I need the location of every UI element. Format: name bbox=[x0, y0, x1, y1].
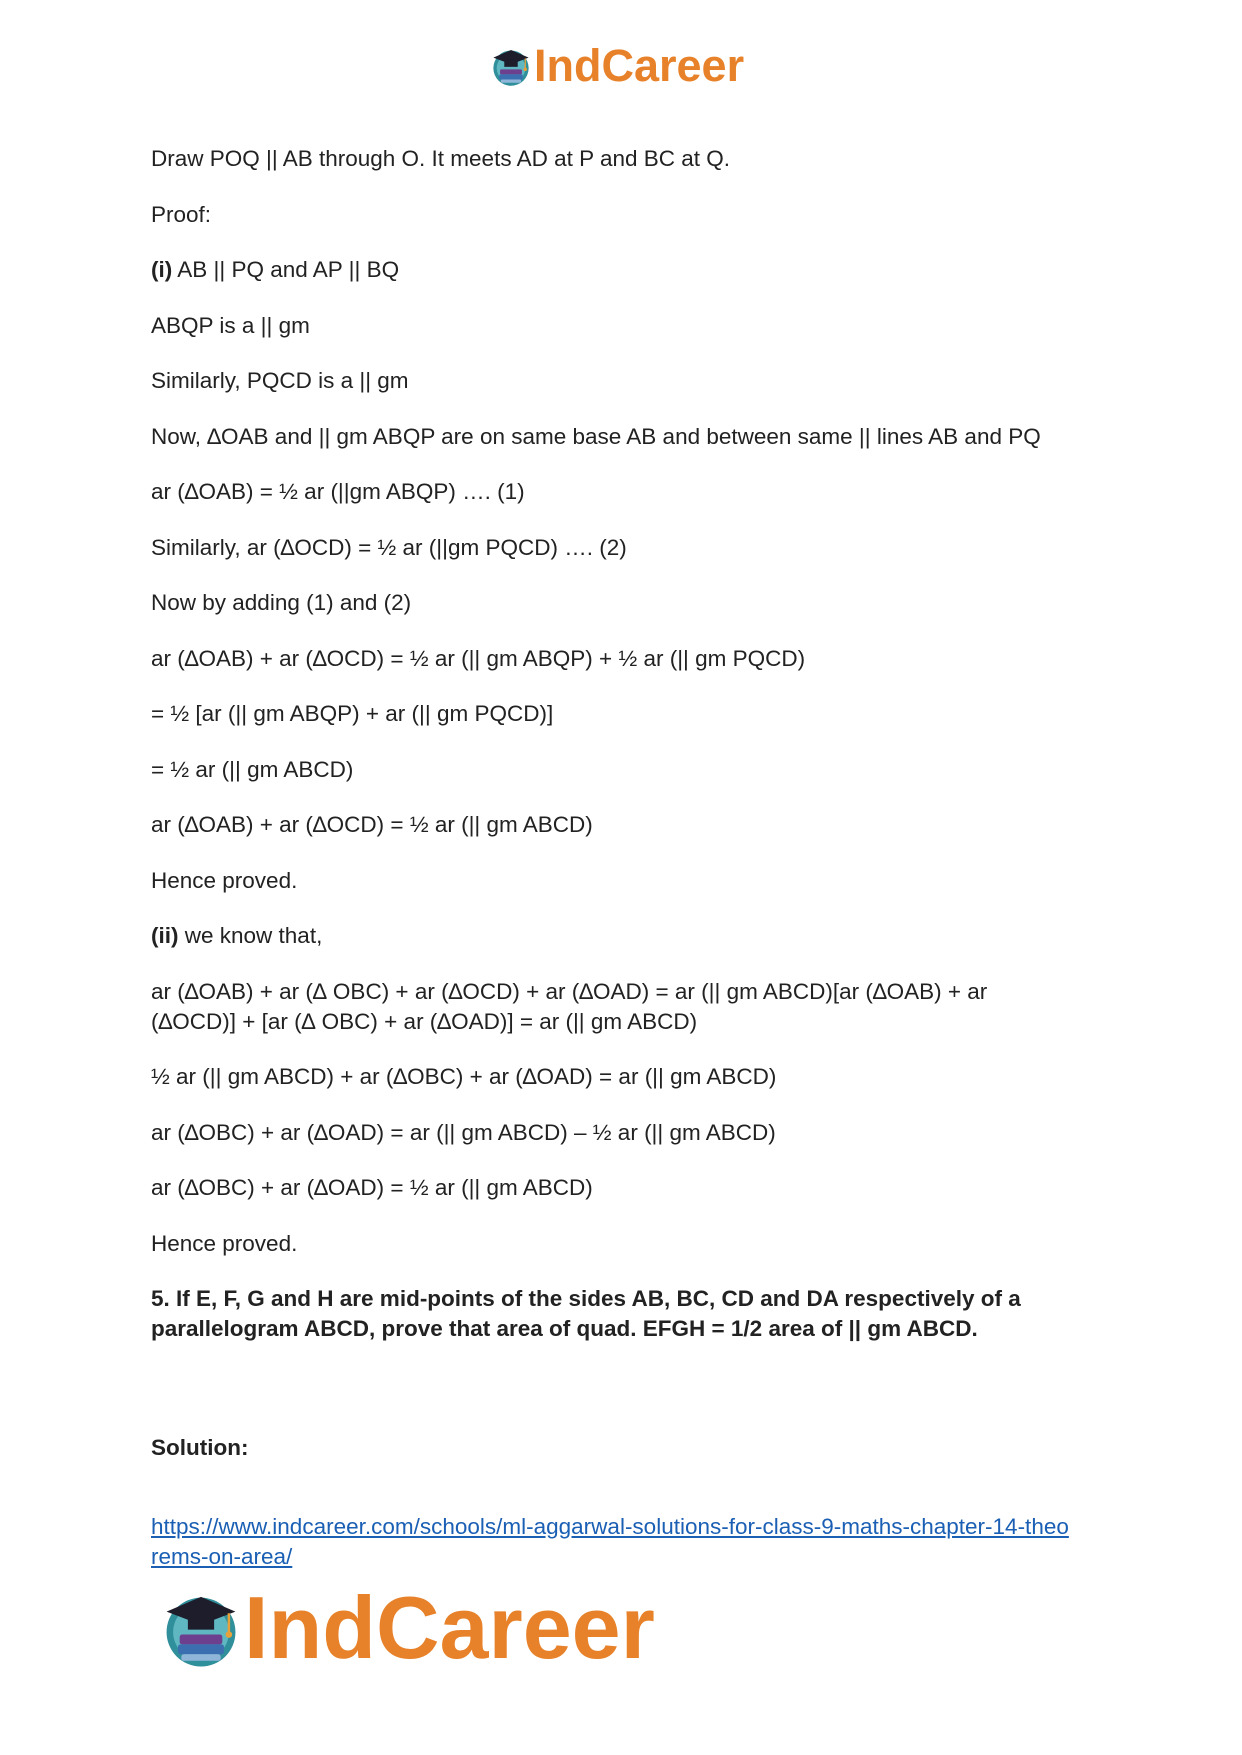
body-line: Proof: bbox=[151, 201, 212, 227]
body-line: Hence proved. bbox=[151, 1230, 298, 1256]
header-logo bbox=[490, 42, 744, 90]
body-line: Now, ∆OAB and || gm ABQP are on same base AB and between same || lines AB and PQ bbox=[151, 423, 1041, 449]
body-line: ar (∆OBC) + ar (∆OAD) = ½ ar (|| gm ABCD) bbox=[151, 1175, 593, 1200]
part-text: we know that, bbox=[178, 923, 323, 948]
body-line: ar (∆OAB) + ar (∆OCD) = ½ ar (|| gm ABQP) + ½ ar (|| gm PQCD) bbox=[151, 645, 806, 671]
body-line bbox=[151, 255, 1111, 285]
header-logo-text: IndCareer bbox=[534, 40, 745, 91]
body-line: ar (∆OBC) + ar (∆OAD) = ar (|| gm ABCD) – ½ ar (|| gm ABCD) bbox=[151, 1119, 776, 1145]
footer-logo-text: IndCareer bbox=[244, 1578, 655, 1677]
body-line: ar (∆OAB) = ½ ar (||gm ABQP) …. (1) bbox=[151, 479, 525, 504]
body-line: Draw POQ || AB through O. It meets AD at P and BC at Q. bbox=[151, 146, 731, 171]
body-line: Hence proved. bbox=[151, 867, 298, 893]
part-label: (i) bbox=[151, 257, 173, 282]
body-line: ar (∆OAB) + ar (∆ OBC) + ar (∆OCD) + ar (∆OAD) = ar (|| gm ABCD)[ar (∆OAB) + ar (∆OCD)] + [ar (∆ OBC) + ar (∆OAD)] = ar (|| gm ABCD) bbox=[151, 978, 988, 1034]
body-line: Similarly, ar (∆OCD) = ½ ar (||gm PQCD) …. (2) bbox=[151, 534, 627, 560]
body-line: ½ ar (|| gm ABCD) + ar (∆OBC) + ar (∆OAD) = ar (|| gm ABCD) bbox=[151, 1064, 777, 1089]
graduation-cap-books-logo-icon bbox=[160, 1587, 242, 1669]
body-line: Now by adding (1) and (2) bbox=[151, 590, 412, 615]
source-link[interactable]: https://www.indcareer.com/schools/ml-aggarwal-solutions-for-class-9-maths-chapter-14-theo rems-on-area/ bbox=[151, 1514, 1069, 1569]
footer-logo bbox=[160, 1578, 655, 1677]
body-line: Similarly, PQCD is a || gm bbox=[151, 368, 409, 393]
body-line: = ½ [ar (|| gm ABQP) + ar (|| gm PQCD)] bbox=[151, 701, 554, 726]
part-text: AB || PQ and AP || BQ bbox=[172, 257, 400, 282]
graduation-cap-books-logo-icon bbox=[490, 45, 532, 87]
body-line: = ½ ar (|| gm ABCD) bbox=[151, 756, 354, 782]
question-heading: 5. If E, F, G and H are mid-points of the sides AB, BC, CD and DA respectively of a parallelogram ABCD, prove that area of quad. EFGH = 1/2 area of || gm ABCD. bbox=[151, 1286, 1021, 1341]
body-line: ar (∆OAB) + ar (∆OCD) = ½ ar (|| gm ABCD) bbox=[151, 812, 593, 837]
body-line: ABQP is a || gm bbox=[151, 312, 310, 338]
part-label: (ii) bbox=[151, 923, 179, 948]
body-line bbox=[151, 921, 1111, 951]
document-body bbox=[151, 144, 1111, 1344]
solution-label: Solution: bbox=[151, 1435, 249, 1460]
